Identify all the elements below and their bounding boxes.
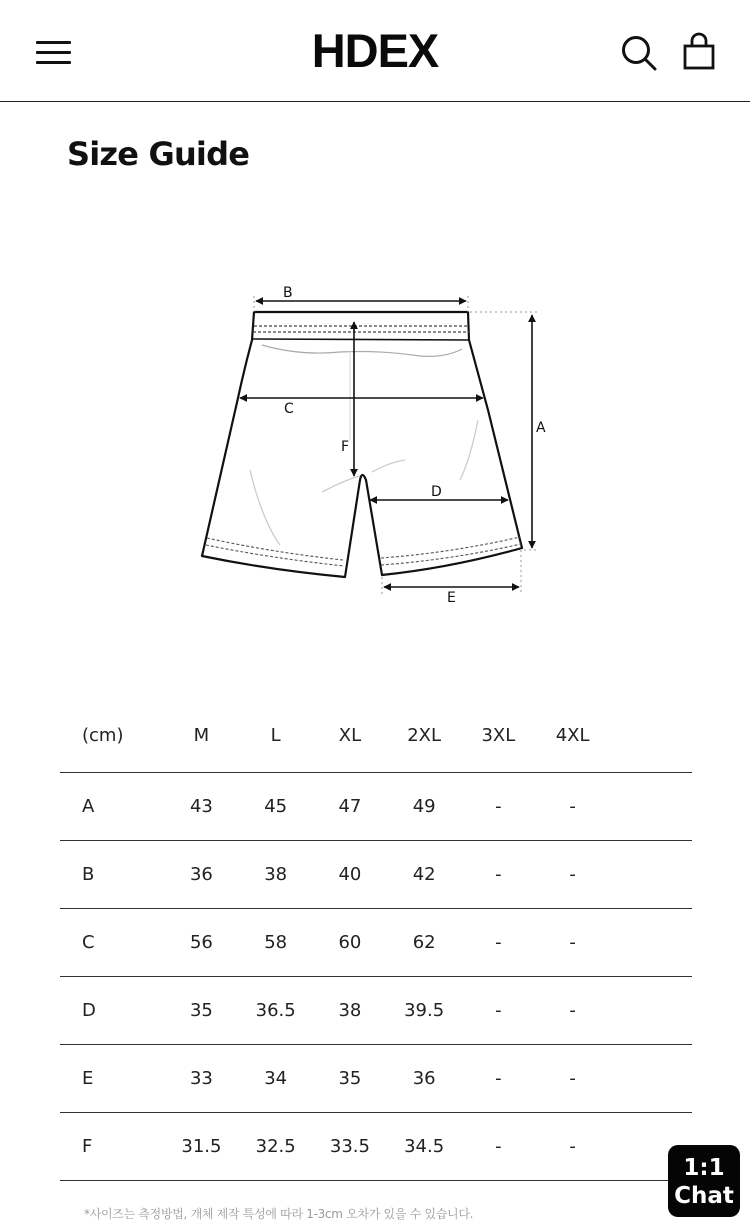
- table-cell: 58: [239, 908, 313, 976]
- table-cell: -: [536, 908, 610, 976]
- table-cell: 31.5: [164, 1112, 238, 1180]
- unit-label: (cm): [60, 700, 164, 772]
- table-spacer: [610, 1044, 692, 1112]
- label-b: B: [283, 285, 293, 301]
- table-cell: -: [461, 1112, 535, 1180]
- table-cell: -: [461, 772, 535, 840]
- table-cell: -: [536, 1112, 610, 1180]
- table-cell: -: [461, 1044, 535, 1112]
- table-cell: -: [536, 840, 610, 908]
- fabric-shading: [250, 350, 478, 545]
- table-cell: 45: [239, 772, 313, 840]
- chat-button[interactable]: [668, 1145, 740, 1217]
- label-d: D: [431, 484, 442, 500]
- size-header: 2XL: [387, 700, 461, 772]
- table-cell: 35: [164, 976, 238, 1044]
- chat-button-line1: 1:1: [683, 1155, 725, 1181]
- table-cell: 47: [313, 772, 387, 840]
- size-header: 4XL: [536, 700, 610, 772]
- table-row: [60, 908, 692, 976]
- label-a: A: [536, 420, 546, 436]
- row-label: D: [60, 976, 164, 1044]
- table-spacer: [610, 908, 692, 976]
- table-cell: 62: [387, 908, 461, 976]
- hem-stitching: [206, 537, 521, 566]
- measurement-note: *사이즈는 측정방법, 개체 제작 특성에 따라 1-3cm 오차가 있을 수 있습니다.: [84, 1207, 474, 1221]
- page-title: Size Guide: [67, 135, 250, 173]
- table-cell: 33: [164, 1044, 238, 1112]
- size-table-header: [60, 700, 692, 772]
- site-logo[interactable]: HDEX: [311, 24, 439, 77]
- table-cell: 36.5: [239, 976, 313, 1044]
- table-cell: 33.5: [313, 1112, 387, 1180]
- table-cell: 35: [313, 1044, 387, 1112]
- table-cell: 38: [313, 976, 387, 1044]
- label-e: E: [447, 590, 456, 606]
- table-spacer: [610, 772, 692, 840]
- table-spacer: [610, 840, 692, 908]
- measurement-arrows: [240, 301, 532, 587]
- table-spacer: [610, 700, 692, 772]
- table-cell: 60: [313, 908, 387, 976]
- row-label: A: [60, 772, 164, 840]
- table-cell: 49: [387, 772, 461, 840]
- table-cell: 32.5: [239, 1112, 313, 1180]
- table-cell: 34.5: [387, 1112, 461, 1180]
- table-cell: -: [461, 908, 535, 976]
- table-row: [60, 976, 692, 1044]
- table-cell: 39.5: [387, 976, 461, 1044]
- table-cell: 40: [313, 840, 387, 908]
- table-row: [60, 1044, 692, 1112]
- size-header: L: [239, 700, 313, 772]
- table-cell: -: [461, 840, 535, 908]
- label-f: F: [341, 439, 350, 455]
- table-cell: 42: [387, 840, 461, 908]
- row-label: F: [60, 1112, 164, 1180]
- table-cell: -: [536, 772, 610, 840]
- size-header: XL: [313, 700, 387, 772]
- table-row: [60, 840, 692, 908]
- table-cell: 34: [239, 1044, 313, 1112]
- waistband-detail: [253, 326, 469, 356]
- table-spacer: [610, 976, 692, 1044]
- table-cell: -: [536, 1044, 610, 1112]
- table-row: [60, 772, 692, 840]
- size-table: [60, 700, 692, 1181]
- row-label: C: [60, 908, 164, 976]
- table-row: [60, 1112, 692, 1180]
- chat-button-line2: Chat: [674, 1183, 734, 1209]
- table-cell: 36: [387, 1044, 461, 1112]
- table-cell: 43: [164, 772, 238, 840]
- size-header: M: [164, 700, 238, 772]
- table-cell: 36: [164, 840, 238, 908]
- table-cell: 38: [239, 840, 313, 908]
- table-cell: 56: [164, 908, 238, 976]
- row-label: B: [60, 840, 164, 908]
- size-header: 3XL: [461, 700, 535, 772]
- table-cell: -: [461, 976, 535, 1044]
- row-label: E: [60, 1044, 164, 1112]
- table-cell: -: [536, 976, 610, 1044]
- label-c: C: [284, 401, 294, 417]
